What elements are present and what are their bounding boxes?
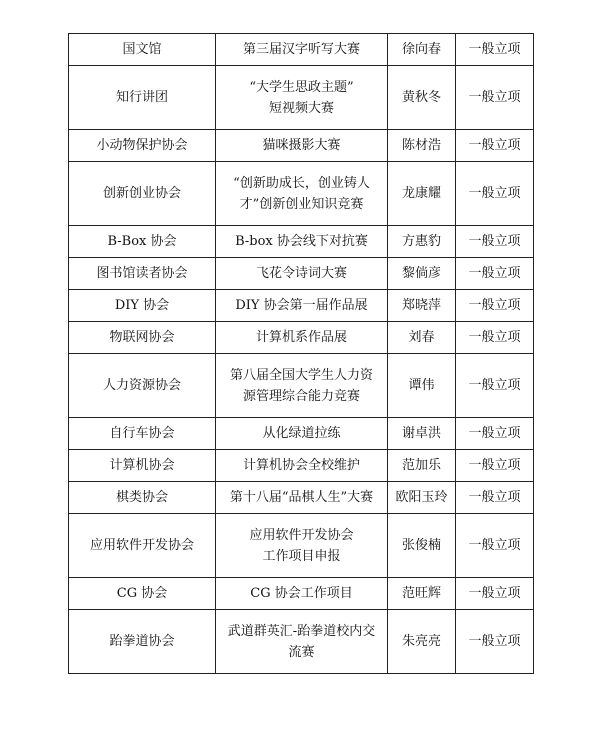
person-cell: 范加乐 xyxy=(388,450,456,482)
table-row xyxy=(69,514,534,578)
person-cell: 谭伟 xyxy=(388,354,456,418)
person-cell: 郑晓萍 xyxy=(388,290,456,322)
person-cell: 黄秋冬 xyxy=(388,66,456,130)
table-row xyxy=(69,482,534,514)
event-cell xyxy=(216,482,388,514)
level-cell: 一般立项 xyxy=(456,258,534,290)
table-row xyxy=(69,578,534,610)
org-cell: 自行车协会 xyxy=(69,418,216,450)
person-cell: 方惠豹 xyxy=(388,226,456,258)
person-cell: 陈材浩 xyxy=(388,130,456,162)
table-row xyxy=(69,610,534,674)
event-line: 武道群英汇-跆拳道校内交 xyxy=(227,623,376,639)
person-cell: 刘春 xyxy=(388,322,456,354)
level-cell: 一般立项 xyxy=(456,290,534,322)
event-line: 计算机系作品展 xyxy=(255,330,347,345)
event-line: 计算机协会全校维护 xyxy=(242,458,360,473)
table-row xyxy=(69,450,534,482)
event-cell xyxy=(216,514,388,578)
org-cell: 知行讲团 xyxy=(69,66,216,130)
event-cell xyxy=(216,610,388,674)
org-cell: 国文馆 xyxy=(69,34,216,66)
event-cell xyxy=(216,322,388,354)
level-cell: 一般立项 xyxy=(456,34,534,66)
level-cell: 一般立项 xyxy=(456,450,534,482)
event-cell xyxy=(216,578,388,610)
table-row xyxy=(69,354,534,418)
org-cell: 跆拳道协会 xyxy=(69,610,216,674)
event-line: B-box 协会线下对抗赛 xyxy=(235,234,368,249)
person-cell: 张俊楠 xyxy=(388,514,456,578)
event-cell xyxy=(216,130,388,162)
person-cell: 黎倘彦 xyxy=(388,258,456,290)
event-cell xyxy=(216,354,388,418)
table-row xyxy=(69,34,534,66)
level-cell: 一般立项 xyxy=(456,226,534,258)
event-line: 源管理综合能力竞赛 xyxy=(242,388,360,404)
event-line: 才”创新创业知识竞赛 xyxy=(239,196,364,212)
org-cell: 应用软件开发协会 xyxy=(69,514,216,578)
table-row xyxy=(69,226,534,258)
table-body xyxy=(69,34,534,674)
event-cell xyxy=(216,258,388,290)
table-row xyxy=(69,258,534,290)
event-line: 第十八届“品棋人生”大赛 xyxy=(229,490,374,505)
org-cell: DIY 协会 xyxy=(69,290,216,322)
level-cell: 一般立项 xyxy=(456,162,534,226)
table-row xyxy=(69,162,534,226)
level-cell: 一般立项 xyxy=(456,610,534,674)
table-row xyxy=(69,290,534,322)
level-cell: 一般立项 xyxy=(456,66,534,130)
org-cell: 创新创业协会 xyxy=(69,162,216,226)
table-row xyxy=(69,66,534,130)
table-row xyxy=(69,418,534,450)
level-cell: 一般立项 xyxy=(456,514,534,578)
person-cell: 欧阳玉玲 xyxy=(388,482,456,514)
event-cell xyxy=(216,226,388,258)
level-cell: 一般立项 xyxy=(456,418,534,450)
event-line: “大学生思政主题” xyxy=(249,79,354,95)
org-cell: 物联网协会 xyxy=(69,322,216,354)
org-cell: 棋类协会 xyxy=(69,482,216,514)
level-cell: 一般立项 xyxy=(456,482,534,514)
event-cell xyxy=(216,450,388,482)
person-cell: 范旺辉 xyxy=(388,578,456,610)
person-cell: 徐向春 xyxy=(388,34,456,66)
person-cell: 朱亮亮 xyxy=(388,610,456,674)
level-cell: 一般立项 xyxy=(456,322,534,354)
event-line: 应用软件开发协会 xyxy=(249,527,354,543)
event-cell xyxy=(216,418,388,450)
table-row xyxy=(69,322,534,354)
event-line: 猫咪摄影大赛 xyxy=(262,138,341,153)
org-cell: 小动物保护协会 xyxy=(69,130,216,162)
event-line: “创新助成长，创业铸人 xyxy=(233,175,370,191)
org-cell: 图书馆读者协会 xyxy=(69,258,216,290)
event-line: 第三届汉字听写大赛 xyxy=(242,42,360,57)
event-line: DIY 协会第一届作品展 xyxy=(235,298,368,313)
level-cell: 一般立项 xyxy=(456,130,534,162)
org-cell: B-Box 协会 xyxy=(69,226,216,258)
event-line: 工作项目申报 xyxy=(262,548,341,564)
event-line: 从化绿道拉练 xyxy=(262,426,341,441)
event-cell xyxy=(216,34,388,66)
project-table xyxy=(68,33,534,674)
table-row xyxy=(69,130,534,162)
org-cell: 计算机协会 xyxy=(69,450,216,482)
person-cell: 龙康耀 xyxy=(388,162,456,226)
event-line: 飞花令诗词大赛 xyxy=(255,266,347,281)
event-line: 流赛 xyxy=(288,644,315,660)
event-cell xyxy=(216,66,388,130)
event-cell xyxy=(216,162,388,226)
person-cell: 谢卓洪 xyxy=(388,418,456,450)
event-line: CG 协会工作项目 xyxy=(250,586,353,601)
level-cell: 一般立项 xyxy=(456,578,534,610)
event-line: 短视频大赛 xyxy=(268,100,334,116)
event-cell xyxy=(216,290,388,322)
org-cell: 人力资源协会 xyxy=(69,354,216,418)
event-line: 第八届全国大学生人力资 xyxy=(229,367,373,383)
level-cell: 一般立项 xyxy=(456,354,534,418)
org-cell: CG 协会 xyxy=(69,578,216,610)
